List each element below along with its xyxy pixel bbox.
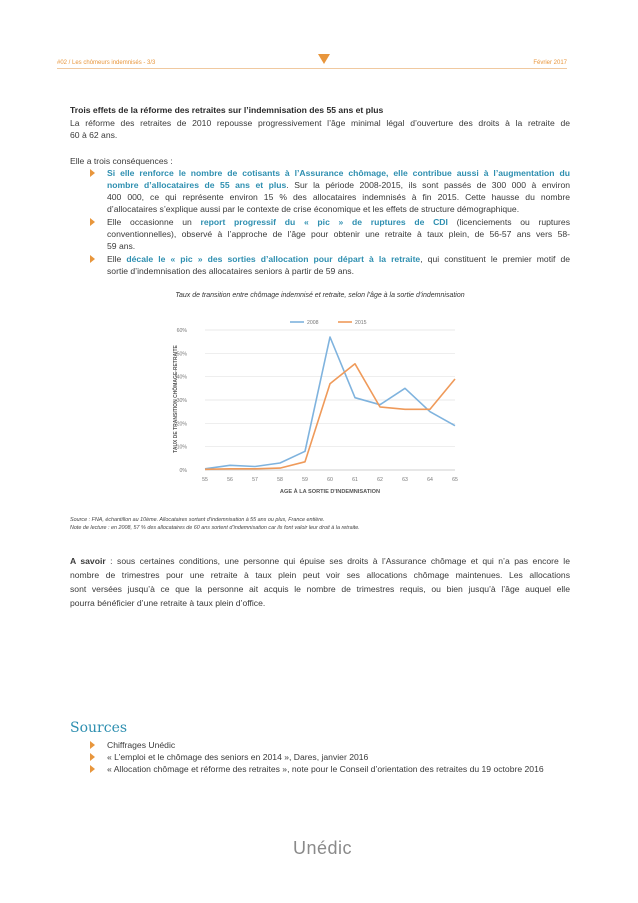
chart-legend-label-2008: 2008 bbox=[307, 320, 319, 326]
chart-x-tick-label: 58 bbox=[277, 477, 283, 483]
chart-caption: Taux de transition entre chômage indemnisé et retraite, selon l’âge à la sortie d’indemnisation bbox=[175, 292, 465, 299]
savoir-label: A savoir bbox=[70, 556, 106, 566]
bullet-1-line-4: d’allocataires s’explique aussi par le contexte de crise économique et les effets de structure démographique. bbox=[107, 204, 520, 214]
chart-y-tick-label: 0% bbox=[179, 468, 187, 474]
chart-reading-note: Note de lecture : en 2008, 57 % des allocataires de 60 ans sortent d’indemnisation car ils font valoir leur droit à la retraite. bbox=[70, 525, 360, 531]
chart-y-tick-label: 10% bbox=[176, 444, 187, 451]
chart-y-tick-label: 60% bbox=[176, 328, 187, 334]
bullet-3-line-1: Elle décale le « pic » des sorties d’allocation pour départ à la retraite, qui constituent le premier motif de bbox=[107, 254, 571, 264]
chart-x-tick-label: 59 bbox=[302, 477, 308, 483]
chart-x-tick-label: 62 bbox=[377, 477, 383, 483]
source-item: « L’emploi et le chômage des seniors en 2014 », Dares, janvier 2016 bbox=[107, 752, 369, 762]
chart-x-tick-label: 63 bbox=[402, 477, 408, 483]
chart-series-line-2015 bbox=[205, 364, 455, 470]
chart-legend-label-2015: 2015 bbox=[355, 320, 367, 326]
savoir-line-3: sont versées jusqu’à ce que la personne ait acquis le nombre de trimestres requis, ou bien jusqu’à l’âge auquel elle bbox=[70, 584, 570, 594]
chart-series-line-2008 bbox=[205, 337, 455, 469]
chart-x-tick-label: 65 bbox=[452, 477, 458, 483]
chart-x-tick-label: 57 bbox=[252, 477, 258, 483]
savoir-line-2: nombre de trimestres pour une retraite à taux plein peut voir ses allocations chômage maintenues. Les allocations bbox=[70, 570, 570, 580]
chart-y-tick-label: 40% bbox=[176, 374, 187, 381]
chart-x-tick-label: 56 bbox=[227, 477, 233, 483]
section-title: Trois effets de la réforme des retraites sur l’indemnisation des 55 ans et plus bbox=[70, 105, 384, 115]
bullet-arrow-icon bbox=[90, 765, 95, 773]
chart-y-tick-label: 50% bbox=[176, 351, 187, 358]
source-item: « Allocation chômage et réforme des retraites », note pour le Conseil d’orientation des retraites du 19 octobre 2016 bbox=[107, 764, 544, 774]
chart-y-tick-label: 30% bbox=[176, 398, 187, 404]
chart-source: Source : FNA, échantillon au 10ème. Allocataires sortant d’indemnisation à 55 ans ou plus, France entière. bbox=[70, 517, 325, 523]
chart-x-tick-label: 64 bbox=[427, 477, 433, 483]
bullet-2-line-1: Elle occasionne un report progressif du « pic » de ruptures de CDI (licenciements ou ruptures bbox=[107, 217, 570, 227]
header-triangle-marker bbox=[318, 54, 330, 64]
intro-line-2: 60 à 62 ans. bbox=[70, 130, 118, 140]
savoir-line-1: A savoir : sous certaines conditions, une personne qui épuise ses droits à l’Assurance chômage et qui n’a pas encore le bbox=[70, 556, 570, 566]
chart-y-tick-label: 20% bbox=[176, 421, 187, 428]
chart-x-ticks bbox=[202, 477, 458, 483]
bullet-arrow-icon bbox=[90, 218, 95, 226]
bullet-1-line-3: 400 000, ce qui représente environ 15 % des allocataires indemnisés à fin 2015. Cette hausse du nombre bbox=[107, 192, 570, 202]
chart-x-tick-label: 60 bbox=[327, 477, 333, 483]
bullet-1-line-1: Si elle renforce le nombre de cotisants à l’Assurance chômage, elle contribue aussi à l’augmentation du bbox=[107, 168, 570, 178]
header-divider bbox=[57, 68, 567, 69]
sources-title: Sources bbox=[70, 720, 128, 736]
header-date: Février 2017 bbox=[533, 60, 567, 66]
bullet-3-line-2: sortie d’indemnisation des allocataires seniors à partir de 59 ans. bbox=[107, 266, 354, 276]
transition-rate-chart bbox=[160, 312, 480, 502]
bullet-1-line-2: nombre d’allocataires de 55 ans et plus. Sur la période 2008-2015, ils sont passés de 300 000 à environ bbox=[107, 180, 571, 190]
chart-x-axis-label: AGE À LA SORTIE D'INDEMNISATION bbox=[279, 489, 381, 495]
intro-line-1: La réforme des retraites de 2010 repousse progressivement l’âge minimal légal d’ouverture des droits à la retraite de bbox=[70, 118, 570, 128]
chart-series-lines bbox=[205, 337, 455, 469]
bullet-arrow-icon bbox=[90, 741, 95, 749]
savoir-line-4: pourra bénéficier d’une retraite à taux plein d’office. bbox=[70, 598, 266, 608]
chart-x-tick-label: 61 bbox=[352, 477, 358, 483]
unedic-logo: Unédic bbox=[293, 838, 353, 858]
header-doc-reference: #02 / Les chômeurs indemnisés - 3/3 bbox=[57, 60, 156, 66]
bullet-arrow-icon bbox=[90, 169, 95, 177]
bullet-2-line-2: conventionnelles), observé à l’approche de l’âge pour obtenir une retraite à taux plein, de 56-57 ans vers 58- bbox=[107, 229, 570, 239]
bullet-arrow-icon bbox=[90, 753, 95, 761]
source-item: Chiffrages Unédic bbox=[107, 740, 176, 750]
consequences-intro: Elle a trois conséquences : bbox=[70, 156, 173, 166]
bullet-2-line-3: 59 ans. bbox=[107, 241, 136, 251]
chart-legend bbox=[290, 320, 367, 326]
chart-x-tick-label: 55 bbox=[202, 477, 208, 483]
chart-y-axis-label: TAUX DE TRANSITION CHÔMAGE-RETRAITE bbox=[173, 345, 179, 453]
bullet-arrow-icon bbox=[90, 255, 95, 263]
